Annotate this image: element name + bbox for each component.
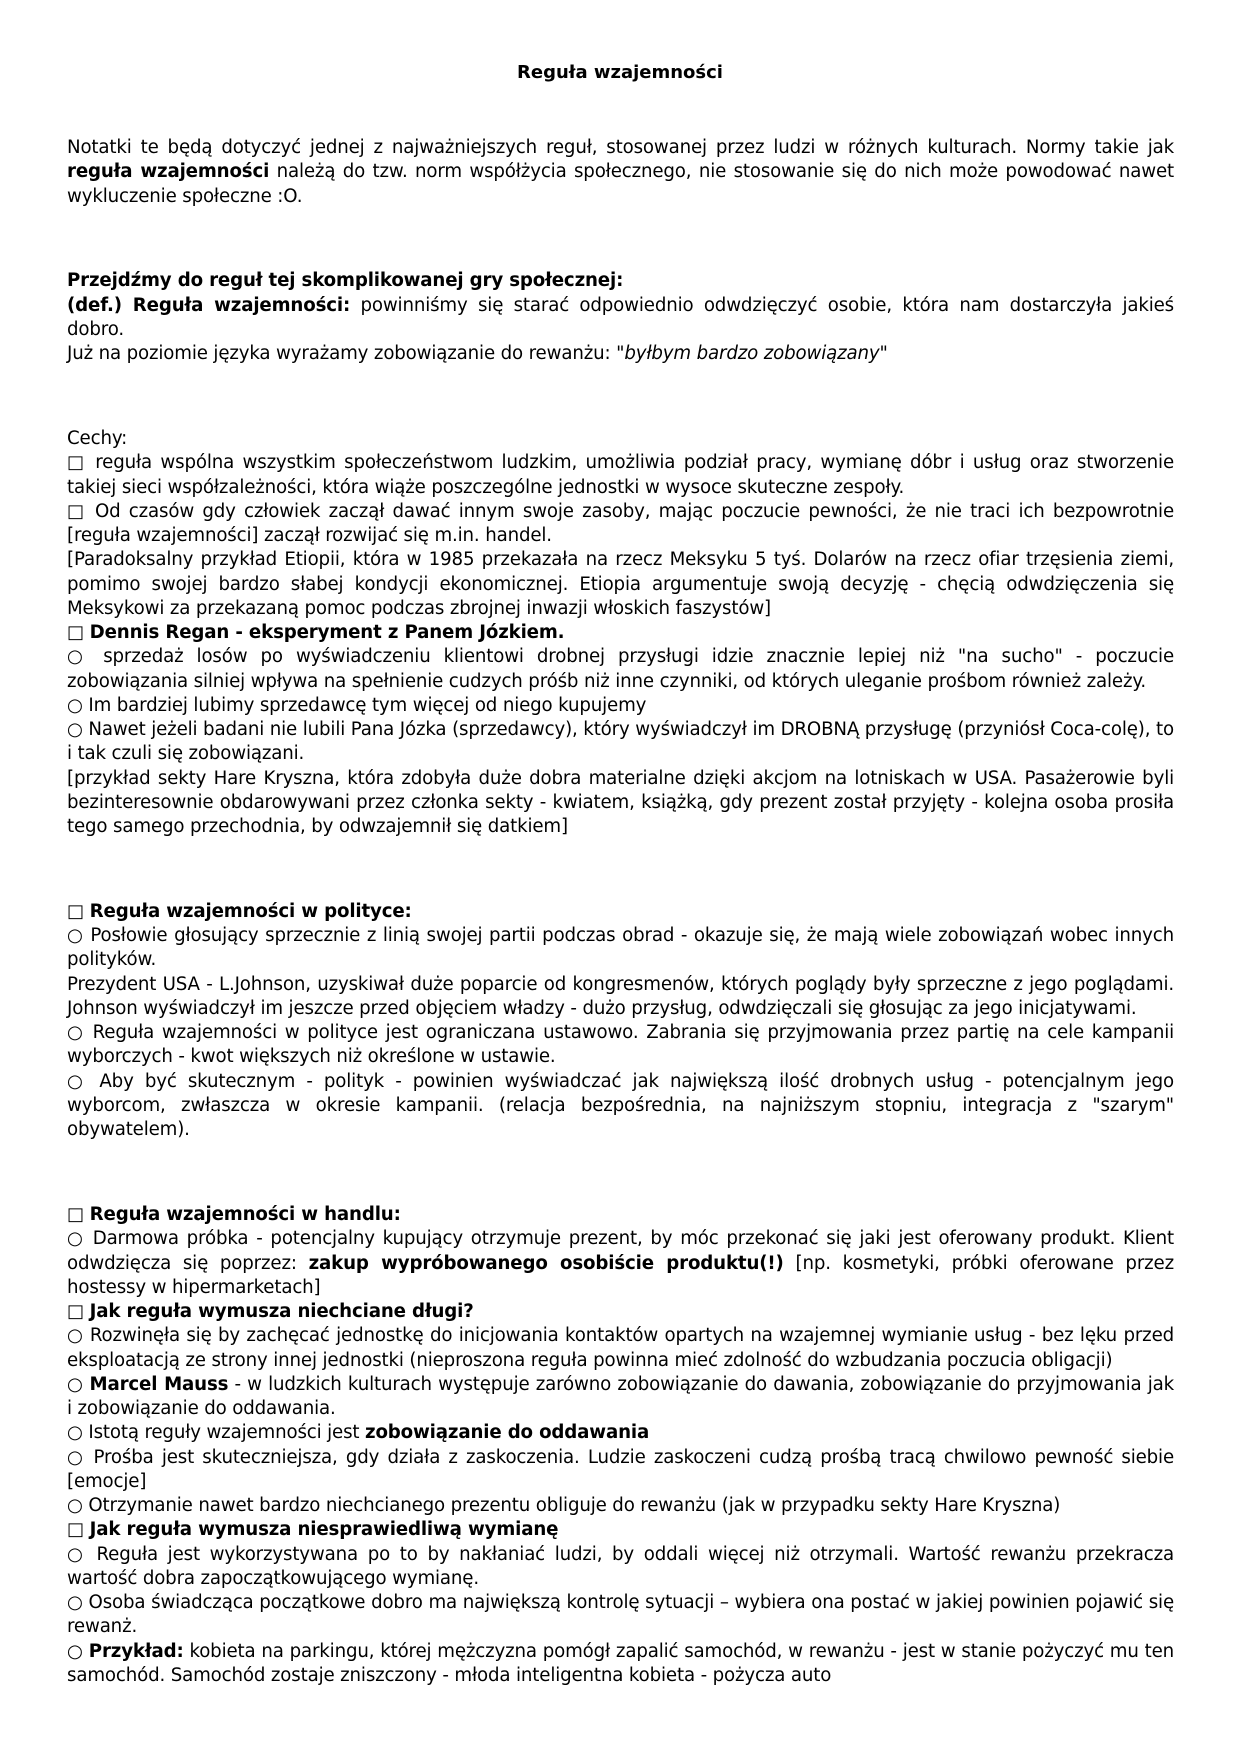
- paragraph: [67, 1543, 1174, 1592]
- text-run: ○ Im bardziej lubimy sprzedawcę tym więcej od niego kupujemy: [67, 694, 647, 716]
- text-run: □ Od czasów gdy człowiek zaczął dawać innym swoje zasoby, mając poczucie pewności, że nie traci ich bezpowrotnie [reguła wzajemności] zaczął rozwijać się m.in. handel.: [67, 500, 1174, 546]
- text-run: ○ sprzedaż losów po wyświadczeniu klientowi drobnej przysługi idzie znacznie lepiej niż "na sucho" - poczucie zobowiązania silniej wpływa na spełnienie cudzych próśb niż inne czynniki, od których uleganie prośbom również zależy.: [67, 646, 1174, 692]
- paragraph: [67, 1591, 1174, 1640]
- bold-text: reguła wzajemności: [67, 161, 270, 183]
- text-run: powinniśmy się starać odpowiednio odwdzięczyć osobie, która nam dostarczyła jakieś dobro.: [67, 294, 1175, 340]
- document-title: Reguła wzajemności: [517, 62, 723, 83]
- text-run: ○: [67, 1373, 90, 1395]
- text-run: □: [67, 1204, 90, 1225]
- paragraph: [67, 500, 1174, 549]
- text-run: ○ Posłowie głosujący sprzecznie z linią swojej partii podczas obrad - okazuje się, że mają wiele zobowiązań wobec innych polityków.: [67, 925, 1174, 971]
- bold-text: Przykład:: [88, 1640, 184, 1662]
- paragraph: [67, 1324, 1174, 1373]
- text-run: [przykład sekty Hare Kryszna, która zdobyła duże dobra materialne dzięki akcjom na lotniskach w USA. Pasażerowie byli bezinteresownie obdarowywani przez członka sekty - kwiatem, książką, gdy prezent został przyjęty - kolejna osoba prosiła tego samego przechodnia, by odwzajemnił się datkiem]: [67, 767, 1174, 837]
- text-run: ○ Osoba świadcząca początkowe dobro ma największą kontrolę sytuacji – wybiera ona postać w jakiej powinien pojawić się rewanż.: [67, 1592, 1174, 1638]
- blank-line: [67, 227, 1174, 251]
- text-run: ○ Istotą reguły wzajemności jest: [67, 1422, 366, 1444]
- text-run: Cechy:: [67, 428, 128, 449]
- text-run: - w ludzkich kulturach występuje zarówno zobowiązanie do dawania, zobowiązanie do przyjmowania jak i zobowiązanie do oddawania.: [67, 1373, 1174, 1419]
- paragraph: [67, 718, 1174, 767]
- paragraph: [67, 1494, 1174, 1518]
- bold-text: Dennis Regan - eksperyment z Panem Józkiem.: [89, 622, 565, 643]
- bold-text: Marcel Mauss: [89, 1373, 229, 1395]
- paragraph: [67, 621, 1174, 645]
- paragraph: [67, 973, 1174, 1022]
- paragraph: [67, 294, 1174, 343]
- bold-text: (def.) Reguła wzajemności:: [67, 294, 351, 316]
- paragraph: [67, 1518, 1174, 1542]
- text-run: [np. kosmetyki, próbki oferowane przez hostessy w hipermarketach]: [67, 1252, 1174, 1298]
- paragraph: [67, 136, 1174, 209]
- bold-text: Jak reguła wymusza niechciane długi?: [89, 1301, 474, 1322]
- text-run: ○ Reguła wzajemności w polityce jest ograniczana ustawowo. Zabrania się przyjmowania przez partię na cele kampanii wyborczych - kwot większych niż określone w ustawie.: [67, 1022, 1174, 1068]
- text-run: □ reguła wspólna wszystkim społeczeństwom ludzkim, umożliwia podział pracy, wymianę dóbr i usług oraz stworzenie takiej sieci współzależności, która wiąże poszczególne jednostki w wysoce skuteczne zespoły.: [67, 452, 1174, 498]
- text-run: ○ Nawet jeżeli badani nie lubili Pana Józka (sprzedawcy), który wyświadczył im DROBNĄ przysługę (przyniósł Coca-colę), to i tak czuli się zobowiązani.: [67, 719, 1174, 765]
- text-run: ○ Rozwinęła się by zachęcać jednostkę do inicjowania kontaktów opartych na wzajemnej wymianie usług - bez lęku przed eksploatacją ze strony innej jednostki (nieproszona reguła powinna mieć zdolność do wzbudzania poczucia obligacji): [67, 1325, 1174, 1371]
- bold-text: Reguła wzajemności w handlu:: [89, 1204, 401, 1225]
- paragraph: [67, 548, 1174, 621]
- bold-text: Jak reguła wymusza niesprawiedliwą wymianę: [89, 1519, 559, 1541]
- paragraph: [67, 1203, 1174, 1227]
- paragraph: [67, 427, 1174, 451]
- text-run: ○ Darmowa próbka - potencjalny kupujący otrzymuje prezent, by móc przekonać się jaki jest oferowany produkt. Klient odwdzięcza się poprzez:: [67, 1228, 1174, 1274]
- text-run: □: [67, 1519, 90, 1541]
- text-run: ": [879, 343, 888, 365]
- text-run: □: [67, 900, 90, 922]
- paragraph: [67, 645, 1174, 694]
- text-run: ○: [67, 1640, 89, 1662]
- paragraph: [67, 269, 1174, 293]
- paragraph: [67, 924, 1174, 973]
- text-run: należą do tzw. norm współżycia społecznego, nie stosowanie się do nich może powodować nawet wykluczenie społeczne :O.: [67, 161, 1174, 207]
- text-run: [Paradoksalny przykład Etiopii, która w 1985 przekazała na rzecz Meksyku 5 tyś. Dolarów na rzecz ofiar trzęsienia ziemi, pomimo swojej bardzo słabej kondycji ekonomicznej. Etiopia argumentuje swoją decyzję - chęcią odwdzięczenia się Meksykowi za przekazaną pomoc podczas zbrojnej inwazji włoskich faszystów]: [67, 549, 1174, 619]
- text-run: ○ Otrzymanie nawet bardzo niechcianego prezentu obliguje do rewanżu (jak w przypadku sekty Hare Kryszna): [67, 1495, 1061, 1516]
- text-run: Prezydent USA - L.Johnson, uzyskiwał duże poparcie od kongresmenów, których poglądy były sprzeczne z jego poglądami. Johnson wyświadczył im jeszcze przed objęciem władzy - dużo przysług, odwdzięczali się głosując za jego inicjatywami.: [67, 973, 1174, 1019]
- paragraph: [67, 451, 1174, 500]
- blank-line: [67, 1161, 1174, 1185]
- document-body: [67, 136, 1174, 1688]
- paragraph: [67, 1640, 1174, 1689]
- paragraph: [67, 900, 1174, 924]
- text-run: kobieta na parkingu, której mężczyzna pomógł zapalić samochód, w rewanżu - jest w stanie pożyczyć mu ten samochód. Samochód zostaje zniszczony - młoda inteligentna kobieta - pożycza auto: [67, 1640, 1174, 1686]
- paragraph: [67, 1070, 1174, 1143]
- italic-text: byłbym bardzo zobowiązany: [624, 343, 880, 365]
- text-run: Już na poziomie języka wyrażamy zobowiązanie do rewanżu: ": [67, 343, 625, 365]
- text-run: Notatki te będą dotyczyć jednej z najważniejszych reguł, stosowanej przez ludzi w różnych kulturach. Normy takie jak: [67, 137, 1174, 158]
- paragraph: [67, 1446, 1174, 1495]
- paragraph: [67, 767, 1174, 840]
- bold-text: zakup wypróbowanego osobiście produktu(!): [308, 1252, 784, 1274]
- text-run: ○ Prośba jest skuteczniejsza, gdy działa z zaskoczenia. Ludzie zaskoczeni cudzą prośbą tracą chwilowo pewność siebie [emocje]: [67, 1446, 1174, 1492]
- paragraph: [67, 1421, 1174, 1445]
- paragraph: [67, 1300, 1174, 1324]
- bold-text: zobowiązanie do oddawania: [365, 1422, 650, 1444]
- text-run: ○ Reguła jest wykorzystywana po to by nakłaniać ludzi, by oddali więcej niż otrzymali. Wartość rewanżu przekracza wartość dobra zapoczątkowującego wymianę.: [67, 1543, 1174, 1589]
- blank-line: [67, 857, 1174, 881]
- text-run: □: [67, 622, 90, 643]
- paragraph: [67, 1227, 1174, 1300]
- text-run: ○ Aby być skutecznym - polityk - powinien wyświadczać jak największą ilość drobnych usług - potencjalnym jego wyborcom, zwłaszcza w okresie kampanii. (relacja bezpośrednia, na najniższym stopniu, integracja z "szarym" obywatelem).: [67, 1070, 1174, 1141]
- bold-text: Przejdźmy do reguł tej skomplikowanej gry społecznej:: [67, 270, 624, 292]
- paragraph: [67, 694, 1174, 718]
- blank-line: [67, 385, 1174, 409]
- paragraph: [67, 342, 1174, 366]
- paragraph: [67, 1373, 1174, 1422]
- bold-text: Reguła wzajemności w polityce:: [89, 900, 412, 922]
- paragraph: [67, 1021, 1174, 1070]
- text-run: □: [67, 1301, 90, 1322]
